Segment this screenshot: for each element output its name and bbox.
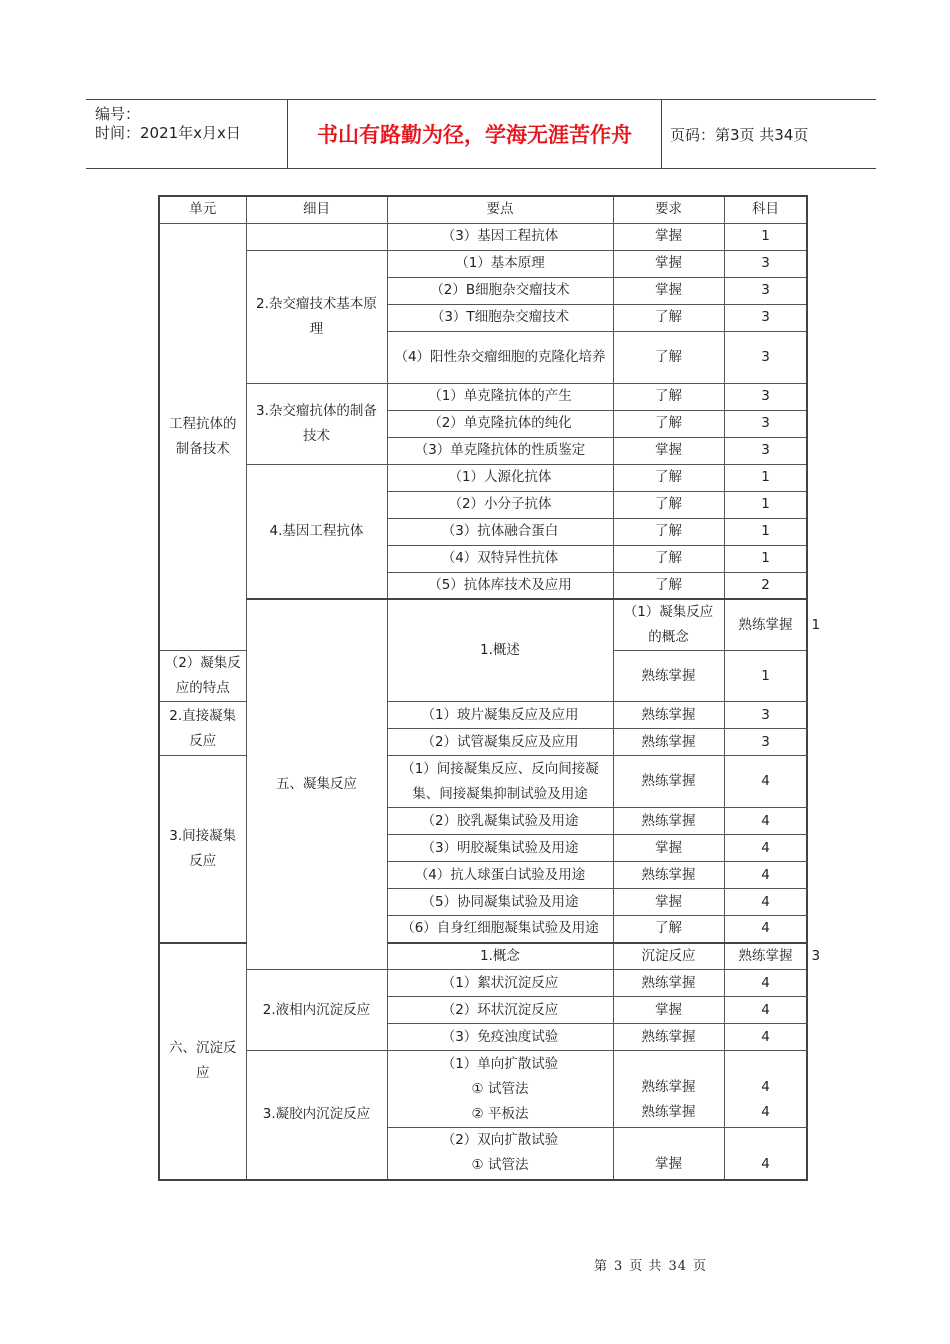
subject-cell: 3 [724,702,807,729]
requirement-cell: 掌握 [613,437,724,464]
point-cell: （4）阳性杂交瘤细胞的克隆化培养 [387,331,613,383]
point-cell: （5）抗体库技术及应用 [387,572,613,599]
subject-cell: 3 [724,410,807,437]
requirement-cell: 熟练掌握 [613,729,724,756]
page-footer [594,1255,707,1274]
subject-cell: 4 [724,997,807,1024]
point-cell: （4）抗人球蛋白试验及用途 [387,862,613,889]
subject-cell: 4 [724,756,807,808]
point-subitem: ① 试管法 [471,1080,529,1097]
requirement-cell: 熟练掌握 [613,651,724,702]
subject-cell: 4 [724,808,807,835]
point-cell: （5）协同凝集试验及用途 [387,889,613,916]
header-meta [95,105,241,143]
requirement-cell: 熟练掌握 [724,599,807,651]
subject-cell: 3 [724,437,807,464]
subject-cell: 4 [724,889,807,916]
point-cell: （2）环状沉淀反应 [387,997,613,1024]
column-header-detail: 细目 [246,196,387,223]
subject-cell: 4 [724,835,807,862]
point-cell: （3）T细胞杂交瘤技术 [387,304,613,331]
point-subitem: ① 试管法 [471,1157,529,1174]
subject-cell: 3 [724,729,807,756]
subject-cell: 1 [724,464,807,491]
point-title: （2）双向扩散试验 [441,1132,559,1149]
detail-cell: 3.间接凝集反应 [159,756,246,943]
subject-cell: 4 [724,1128,807,1180]
point-cell: （2）单克隆抗体的纯化 [387,410,613,437]
document-header [86,99,876,169]
point-cell: （2）B细胞杂交瘤技术 [387,277,613,304]
detail-cell [246,223,387,250]
document-time-label: 时间：2021年x月x日 [95,124,241,142]
requirement-cell: 掌握 [613,835,724,862]
requirement-value: 熟练掌握 [641,1079,696,1095]
footer-page-end: 页 [692,1259,707,1274]
point-cell: （1）单克隆抗体的产生 [387,383,613,410]
point-title: （1）单向扩散试验 [441,1055,559,1072]
detail-cell: 2.杂交瘤技术基本原理 [246,250,387,383]
point-cell: （6）自身红细胞凝集试验及用途 [387,916,613,943]
subject-cell: 3 [724,331,807,383]
subject-cell: 2 [724,572,807,599]
requirement-cell: 了解 [613,572,724,599]
requirement-cell: 熟练掌握 [724,943,807,970]
detail-cell: 1.概念 [387,943,613,970]
subject-cell: 1 [724,491,807,518]
requirement-cell: 了解 [613,410,724,437]
subject-cell: 4 [724,1024,807,1051]
subject-cell: 4 [724,970,807,997]
syllabus-table [158,195,821,1181]
point-cell: （1）间接凝集反应、反向间接凝集、间接凝集抑制试验及用途 [387,756,613,808]
subject-value: 4 [761,1079,770,1095]
point-cell: （1）絮状沉淀反应 [387,970,613,997]
subject-cell: 4 [724,916,807,943]
detail-cell: 2.直接凝集反应 [159,702,246,756]
detail-cell: 3.杂交瘤抗体的制备技术 [246,383,387,464]
point-cell: （2）小分子抗体 [387,491,613,518]
detail-cell: 1.概述 [387,599,613,702]
subject-value: 4 [761,1104,770,1120]
requirement-cell: 了解 [613,518,724,545]
point-cell: （3）抗体融合蛋白 [387,518,613,545]
requirement-cell: 熟练掌握 [613,862,724,889]
subject-cell: 1 [724,545,807,572]
column-header-requirement: 要求 [613,196,724,223]
point-cell: （2）凝集反应的特点 [159,651,246,702]
point-cell [387,1128,613,1180]
table-row [159,464,807,491]
requirement-cell: 掌握 [613,1128,724,1180]
header-page-label: 页码：第3页 共34页 [670,126,809,144]
subject-cell [724,1051,807,1128]
requirement-cell [613,1051,724,1128]
table-row [159,1051,807,1128]
document-number-label: 编号： [95,105,141,123]
requirement-cell: 掌握 [613,223,724,250]
requirement-value: 熟练掌握 [641,1104,696,1120]
requirement-cell: 掌握 [613,997,724,1024]
subject-cell: 3 [724,250,807,277]
requirement-cell: 熟练掌握 [613,808,724,835]
requirement-cell: 熟练掌握 [613,756,724,808]
column-header-subject: 科目 [724,196,807,223]
requirement-cell: 了解 [613,383,724,410]
subject-cell: 1 [724,651,807,702]
requirement-cell: 了解 [613,545,724,572]
point-cell: （1）人源化抗体 [387,464,613,491]
point-cell: （2）胶乳凝集试验及用途 [387,808,613,835]
requirement-cell: 熟练掌握 [613,1024,724,1051]
detail-cell: 4.基因工程抗体 [246,464,387,599]
point-cell: （3）基因工程抗体 [387,223,613,250]
footer-total-pages: 34 [668,1259,687,1274]
point-cell: （4）双特异性抗体 [387,545,613,572]
subject-cell: 4 [724,862,807,889]
point-cell: （3）单克隆抗体的性质鉴定 [387,437,613,464]
point-subitem: ② 平板法 [471,1105,529,1122]
point-cell: 沉淀反应 [613,943,724,970]
table-row [159,250,807,277]
requirement-cell: 熟练掌握 [613,970,724,997]
unit-cell: 工程抗体的制备技术 [159,223,246,651]
table-row [159,223,807,250]
table-row [159,383,807,410]
table-row [159,970,807,997]
requirement-cell: 熟练掌握 [613,702,724,729]
requirement-cell: 了解 [613,304,724,331]
point-cell: （3）免疫浊度试验 [387,1024,613,1051]
point-cell: （1）玻片凝集反应及应用 [387,702,613,729]
point-cell: （1）基本原理 [387,250,613,277]
requirement-cell: 了解 [613,331,724,383]
requirement-cell: 掌握 [613,250,724,277]
column-header-point: 要点 [387,196,613,223]
unit-cell: 六、沉淀反应 [159,943,246,1180]
footer-page-number: 3 [614,1259,624,1274]
subject-cell: 3 [724,383,807,410]
point-cell: （3）明胶凝集试验及用途 [387,835,613,862]
subject-cell: 3 [724,304,807,331]
footer-page-word: 第 [594,1259,609,1274]
column-header-unit: 单元 [159,196,246,223]
footer-page-mid: 页 共 [629,1259,663,1274]
requirement-cell: 了解 [613,464,724,491]
table-row: 五、凝集反应 1.概述 （1）凝集反应的概念 熟练掌握 1 [159,599,807,651]
detail-cell: 2.液相内沉淀反应 [246,970,387,1051]
point-cell [387,1051,613,1128]
point-cell: （1）凝集反应的概念 [613,599,724,651]
subject-cell: 1 [724,518,807,545]
table-row: 六、沉淀反应 1.概念 沉淀反应 熟练掌握 3 [159,943,807,970]
requirement-cell: 掌握 [613,889,724,916]
header-motto: 书山有路勤为径，学海无涯苦作舟 [287,100,662,168]
detail-cell: 3.凝胶内沉淀反应 [246,1051,387,1180]
requirement-cell: 了解 [613,491,724,518]
unit-cell: 五、凝集反应 [246,599,387,970]
requirement-cell: 了解 [613,916,724,943]
table-header-row [159,196,807,223]
subject-cell: 3 [724,277,807,304]
subject-cell: 1 [724,223,807,250]
requirement-cell: 掌握 [613,277,724,304]
point-cell: （2）试管凝集反应及应用 [387,729,613,756]
